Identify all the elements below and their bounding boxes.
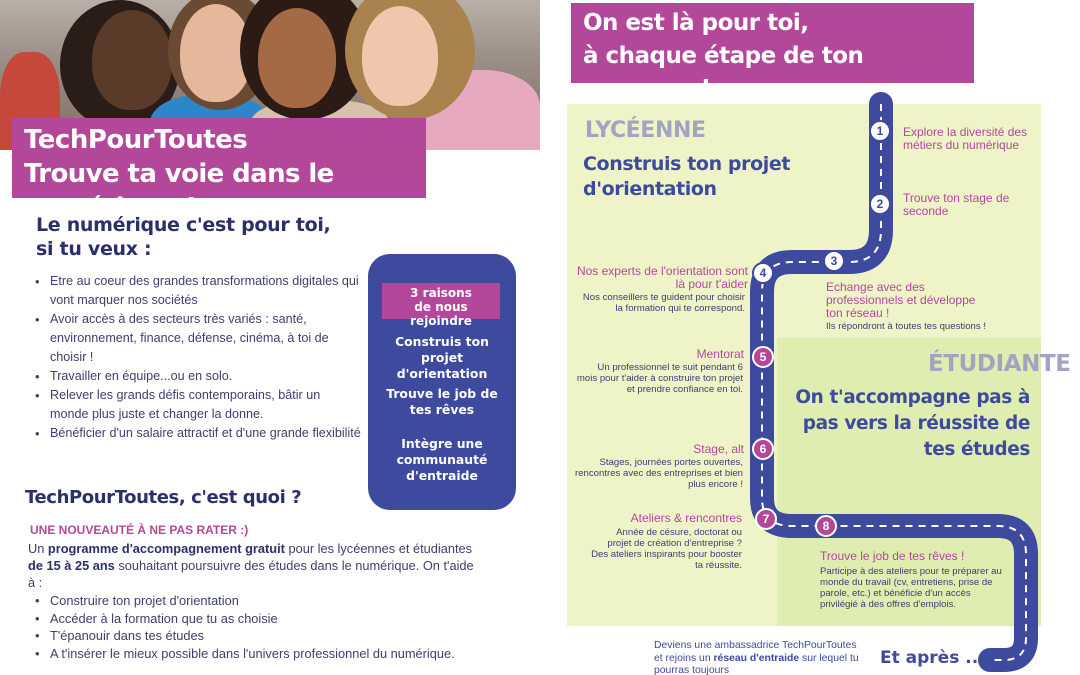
ambassador-text-bold: réseau d'entraide [713, 652, 800, 664]
list-item: • Avoir accès à des secteurs très variés : santé, environnement, finance, défense, cinéma, à toi de choisir ! [32, 310, 362, 367]
step-8-heading: Trouve le job de tes rêves ! [820, 549, 965, 563]
step-8-text: Participe à des ateliers pour te préparer au monde du travail (cv, entretiens, prise de parole, etc.) et bénéficie d'un accès privilégié à des offres d'emplois. [820, 566, 1002, 610]
reasons-tag-line2: de nous rejoindre [410, 300, 472, 328]
list-item: • Etre au coeur des grandes transformations digitales qui vont marquer nos sociétés [32, 272, 362, 310]
step-number: 5 [752, 346, 774, 368]
etudiante-subheading: On t'accompagne pas à pas vers la réussite de tes études [795, 387, 1030, 460]
lyceenne-heading: LYCÉENNE [585, 118, 706, 143]
step-2-text: Trouve ton stage de seconde [903, 191, 1010, 218]
hero-title-line1: TechPourToutes [24, 125, 248, 155]
step-number: 2 [869, 193, 891, 215]
step-7-text: Année de césure, doctorat ou projet de création d'entreprise ? Des ateliers inspirants pour booster ta réussite. [591, 527, 742, 571]
et-apres-label: Et après .... [880, 648, 992, 668]
new-tag: UNE NOUVEAUTÉ À NE PAS RATER :) [30, 523, 249, 537]
hero-title-line2: Trouve ta voie dans le numérique ! [24, 159, 334, 223]
program-text-part: Un [28, 541, 48, 556]
step-1-text: Explore la diversité des métiers du numérique [903, 125, 1028, 152]
lyceenne-subheading: Construis ton projet d'orientation [583, 153, 791, 200]
step-number: 7 [755, 508, 777, 530]
step-5-text: Un professionnel te suit pendant 6 mois pour t'aider à construire ton projet et prendre confiance en toi. [576, 362, 743, 395]
list-item: • Travailler en équipe...ou en solo. [32, 367, 362, 386]
list-item: • A t'insérer le mieux possible dans l'univers professionnel du numérique. [32, 645, 472, 663]
reason-item: Intègre une communauté d'entraide [396, 436, 488, 483]
list-item: • T'épanouir dans tes études [32, 627, 472, 645]
step-4-heading: Nos experts de l'orientation sont là pour t'aider [576, 264, 748, 291]
program-text-part: souhaitant poursuivre des études dans le numérique. On t'aide à : [28, 558, 474, 590]
list-item: • Relever les grands défis contemporains, bâtir un monde plus juste et changer la donne. [32, 386, 362, 424]
step-number: 1 [869, 120, 891, 142]
step-7-heading: Ateliers & rencontres [630, 511, 742, 525]
step-number: 3 [823, 250, 845, 272]
ambassador-text-part: Deviens une ambassadrice TechPourToutes et rejoins un [654, 640, 857, 664]
ambassador-text [654, 640, 859, 675]
reason-item: Trouve le job de tes rêves [386, 386, 498, 417]
reason-item: Construis ton projet d'orientation [395, 334, 489, 381]
step-6-heading: Stage, alt [693, 442, 744, 456]
list-item: • Bénéficier d'un salaire attractif et d'une grande flexibilité [32, 424, 362, 443]
intro-heading-line1: Le numérique c'est pour toi, [36, 214, 331, 236]
journey-title-line2: à chaque étape de ton parcours ! [583, 43, 864, 102]
step-number: 4 [752, 262, 774, 284]
program-text-bold: de 15 à 25 ans [28, 558, 115, 573]
journey-title-line1: On est là pour toi, [583, 10, 809, 36]
step-5-heading: Mentorat [696, 347, 744, 361]
ambassador-text-part: sur lequel tu pourras toujours [654, 652, 859, 675]
section-heading: TechPourToutes, c'est quoi ? [25, 487, 302, 508]
step-number: 6 [752, 438, 774, 460]
intro-heading-line2: si tu veux : [36, 238, 152, 260]
step-4-text: Nos conseillers te guident pour choisir la formation qui te correspond. [582, 292, 745, 314]
program-text-bold: programme d'accompagnement gratuit [47, 541, 285, 556]
step-3-heading: Echange avec des professionnels et développe ton réseau ! [826, 280, 976, 320]
reasons-tag-line1: 3 raisons [410, 286, 472, 300]
step-6-text: Stages, journées portes ouvertes, rencontres avec des entreprises et bien plus encore ! [575, 457, 743, 490]
step-number: 8 [815, 515, 837, 537]
etudiante-heading: ÉTUDIANTE [928, 351, 1071, 377]
program-text-part: pour les lycéennes et étudiantes [284, 541, 473, 556]
list-item: • Accéder à la formation que tu as choisie [32, 610, 472, 628]
list-item: • Construire ton projet d'orientation [32, 592, 472, 610]
step-3-text: Ils répondront à toutes tes questions ! [826, 321, 986, 332]
